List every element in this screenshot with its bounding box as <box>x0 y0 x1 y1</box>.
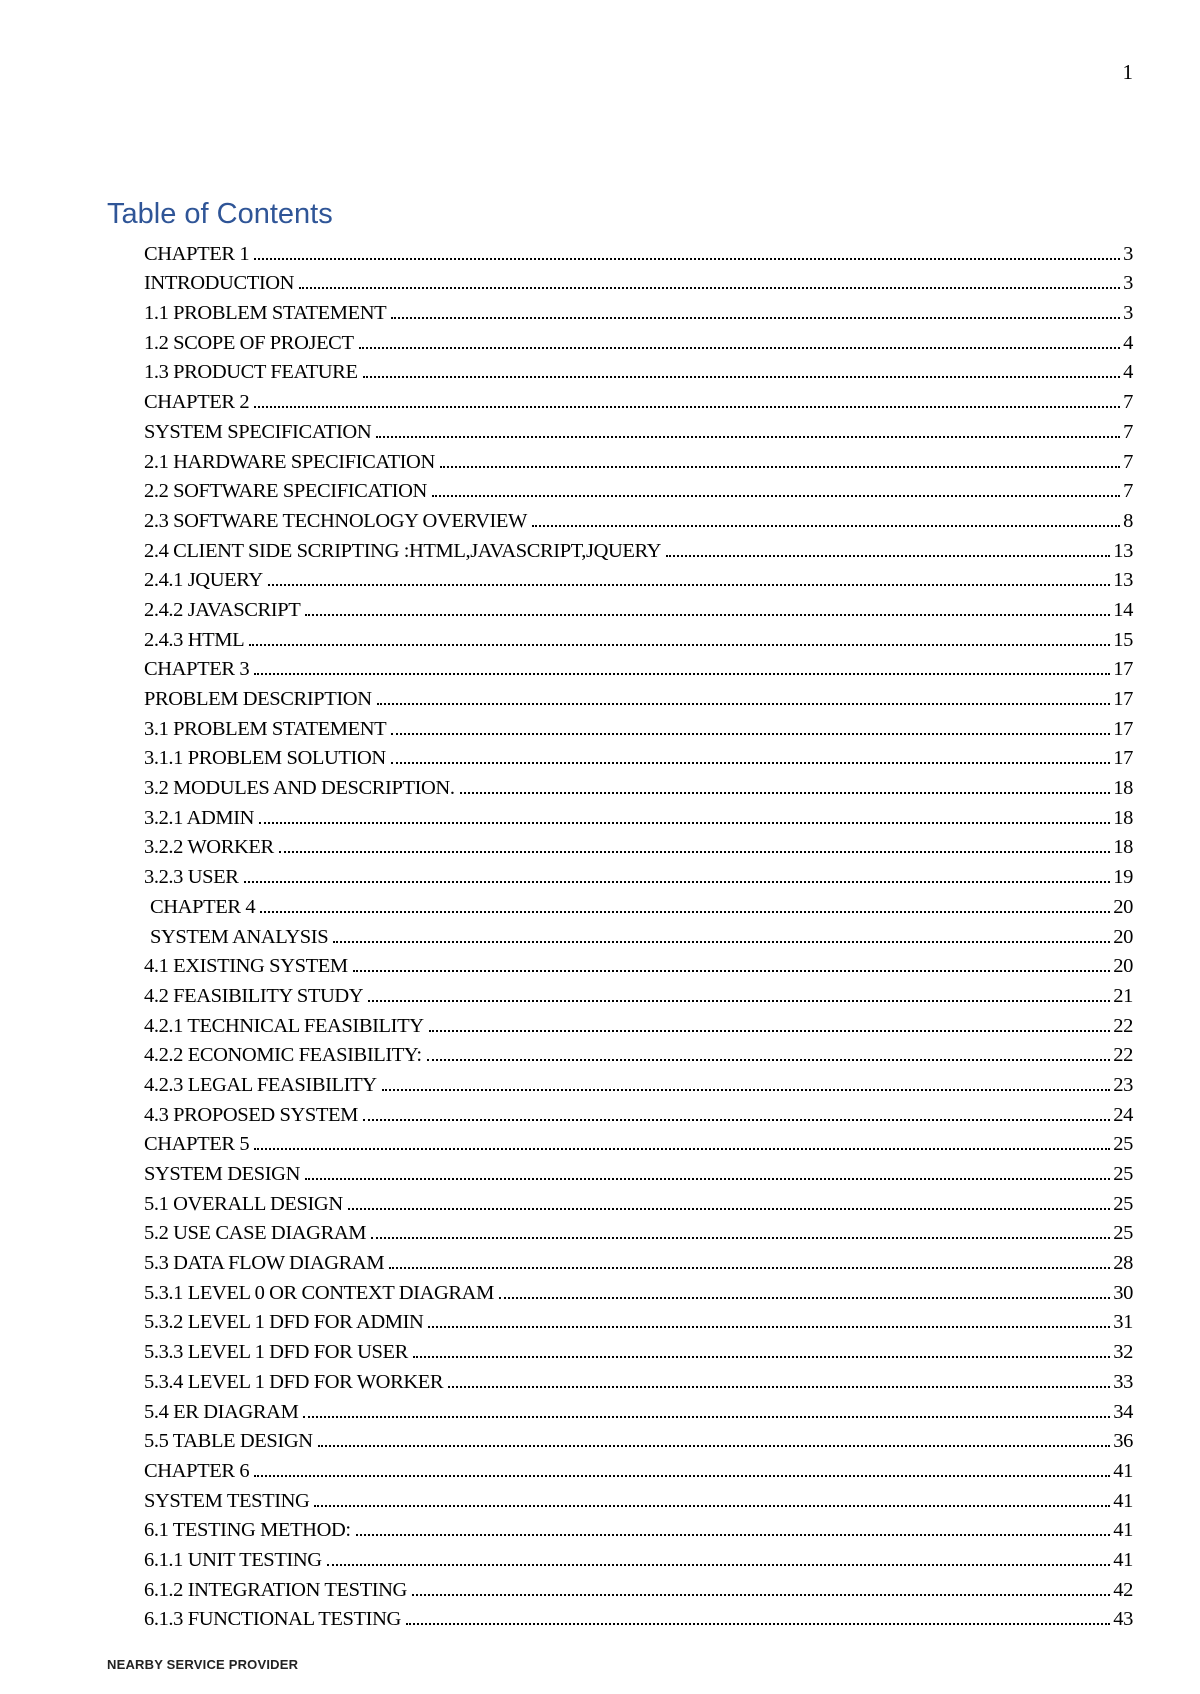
toc-dot-leader <box>363 1119 1110 1121</box>
toc-entry[interactable] <box>144 384 1133 414</box>
toc-dot-leader <box>303 1416 1110 1418</box>
toc-entry-label: 5.3.4 LEVEL 1 DFD FOR WORKER <box>144 1370 444 1393</box>
toc-entry[interactable] <box>144 1275 1133 1305</box>
toc-entry-label: 4.2.1 TECHNICAL FEASIBILITY <box>144 1014 424 1037</box>
toc-entry-page: 17 <box>1113 717 1133 740</box>
toc-dot-leader <box>406 1623 1110 1625</box>
toc-entry[interactable] <box>144 711 1133 741</box>
toc-dot-leader <box>376 436 1120 438</box>
toc-dot-leader <box>391 733 1110 735</box>
page-number: 1 <box>1122 60 1133 84</box>
toc-dot-leader <box>353 970 1111 972</box>
toc-dot-leader <box>305 1178 1110 1180</box>
toc-entry[interactable] <box>144 533 1133 563</box>
toc-entry-label: PROBLEM DESCRIPTION <box>144 688 372 710</box>
toc-entry-page: 7 <box>1123 450 1133 473</box>
toc-entry-label: CHAPTER 3 <box>144 658 250 681</box>
toc-entry-label: 5.3 DATA FLOW DIAGRAM <box>144 1252 385 1275</box>
toc-entry[interactable] <box>144 236 1133 266</box>
toc-dot-leader <box>413 1356 1110 1358</box>
toc-entry[interactable] <box>144 1364 1133 1394</box>
toc-entry-label: 5.4 ER DIAGRAM <box>144 1400 299 1423</box>
toc-entry-page: 19 <box>1113 866 1133 889</box>
toc-dot-leader <box>279 851 1111 853</box>
toc-entry[interactable] <box>144 1305 1133 1335</box>
toc-dot-leader <box>356 1534 1111 1536</box>
toc-entry[interactable] <box>144 1453 1133 1483</box>
toc-entry[interactable] <box>144 1602 1133 1632</box>
toc-entry-label: 1.3 PRODUCT FEATURE <box>144 361 358 384</box>
toc-dot-leader <box>666 555 1110 557</box>
toc-dot-leader <box>432 495 1120 497</box>
toc-entry[interactable] <box>144 1067 1133 1097</box>
toc-entry-label: 1.2 SCOPE OF PROJECT <box>144 331 354 354</box>
toc-dot-leader <box>368 1000 1110 1002</box>
toc-entry-label: CHAPTER 6 <box>144 1459 250 1482</box>
toc-entry-page: 20 <box>1113 895 1133 918</box>
toc-entry-page: 41 <box>1113 1489 1133 1512</box>
toc-dot-leader <box>249 644 1110 646</box>
toc-entry-page: 34 <box>1113 1400 1133 1423</box>
toc-entry[interactable] <box>144 830 1133 860</box>
toc-entry[interactable] <box>144 1245 1133 1275</box>
toc-dot-leader <box>254 1475 1110 1477</box>
toc-entry-label: 3.2.2 WORKER <box>144 836 274 859</box>
toc-dot-leader <box>440 466 1120 468</box>
toc-entry-page: 24 <box>1113 1103 1133 1126</box>
toc-entry-page: 13 <box>1113 539 1133 562</box>
toc-title: Table of Contents <box>107 198 333 230</box>
toc-entry[interactable] <box>144 681 1133 711</box>
toc-entry-label: CHAPTER 5 <box>144 1133 250 1156</box>
toc-dot-leader <box>363 376 1121 378</box>
toc-entry[interactable] <box>144 800 1133 830</box>
toc-entry[interactable] <box>144 741 1133 771</box>
toc-entry-label: 4.3 PROPOSED SYSTEM <box>144 1103 358 1126</box>
toc-dot-leader <box>259 822 1110 824</box>
toc-entry-page: 18 <box>1113 806 1133 829</box>
toc-entry-page: 41 <box>1113 1459 1133 1482</box>
toc-entry-label: 5.3.1 LEVEL 0 OR CONTEXT DIAGRAM <box>144 1281 494 1304</box>
toc-dot-leader <box>268 584 1111 586</box>
toc-entry[interactable] <box>144 563 1133 593</box>
toc-entry-page: 20 <box>1113 925 1133 948</box>
toc-entry-page: 43 <box>1113 1608 1133 1631</box>
toc-dot-leader <box>391 317 1120 319</box>
toc-entry-page: 7 <box>1123 480 1133 503</box>
toc-entry-page: 7 <box>1123 420 1133 443</box>
toc-dot-leader <box>299 287 1120 289</box>
toc-entry-label: 2.4.3 HTML <box>144 628 245 651</box>
toc-entry-label: 5.2 USE CASE DIAGRAM <box>144 1222 367 1245</box>
toc-entry-label: 6.1.2 INTEGRATION TESTING <box>144 1578 407 1601</box>
toc-dot-leader <box>254 406 1120 408</box>
toc-entry-page: 17 <box>1113 747 1133 770</box>
toc-entry-label: 6.1.3 FUNCTIONAL TESTING <box>144 1608 401 1631</box>
toc-entry-page: 22 <box>1113 1044 1133 1067</box>
toc-entry[interactable] <box>144 1216 1133 1246</box>
toc-entry-page: 36 <box>1113 1430 1133 1453</box>
toc-entry[interactable] <box>144 919 1133 949</box>
toc-entry-label: CHAPTER 4 <box>150 895 256 918</box>
toc-entry-label: 3.1.1 PROBLEM SOLUTION <box>144 747 386 770</box>
toc-entry-page: 20 <box>1113 955 1133 978</box>
toc-entry-label: 2.4.1 JQUERY <box>144 569 263 592</box>
toc-entry-label: 6.1.1 UNIT TESTING <box>144 1548 322 1571</box>
toc-entry[interactable] <box>144 474 1133 504</box>
toc-entry-label: 6.1 TESTING METHOD: <box>144 1519 351 1542</box>
toc-entry-page: 41 <box>1113 1519 1133 1542</box>
toc-entry[interactable] <box>144 652 1133 682</box>
toc-entry-label: 4.2.2 ECONOMIC FEASIBILITY: <box>144 1044 422 1067</box>
toc-dot-leader <box>305 614 1110 616</box>
toc-dot-leader <box>254 673 1110 675</box>
toc-dot-leader <box>448 1386 1110 1388</box>
toc-entry[interactable] <box>144 592 1133 622</box>
toc-entry-label: CHAPTER 2 <box>144 391 250 414</box>
toc-dot-leader <box>333 941 1110 943</box>
toc-dot-leader <box>371 1237 1110 1239</box>
toc-dot-leader <box>460 792 1111 794</box>
toc-entry[interactable] <box>144 770 1133 800</box>
toc-entry-label: 5.3.3 LEVEL 1 DFD FOR USER <box>144 1341 408 1364</box>
toc-entry-page: 25 <box>1113 1222 1133 1245</box>
toc-entry[interactable] <box>144 444 1133 474</box>
toc-entry-page: 17 <box>1113 658 1133 681</box>
toc-entry-page: 33 <box>1113 1370 1133 1393</box>
toc-entry-label: 4.2.3 LEGAL FEASIBILITY <box>144 1073 377 1096</box>
toc-entry[interactable] <box>144 978 1133 1008</box>
toc-dot-leader <box>389 1267 1110 1269</box>
toc-dot-leader <box>244 881 1111 883</box>
toc-entry-page: 13 <box>1113 569 1133 592</box>
toc-entry[interactable] <box>144 622 1133 652</box>
toc-dot-leader <box>429 1030 1111 1032</box>
toc-dot-leader <box>260 911 1110 913</box>
toc-entry-label: 2.4.2 JAVASCRIPT <box>144 598 301 621</box>
toc-entry-page: 3 <box>1123 242 1133 265</box>
toc-dot-leader <box>318 1445 1111 1447</box>
toc-entry-label: CHAPTER 1 <box>144 242 250 265</box>
toc-entry[interactable] <box>144 1513 1133 1543</box>
toc-entry[interactable] <box>144 1542 1133 1572</box>
toc-entry[interactable] <box>144 1097 1133 1127</box>
toc-entry-page: 4 <box>1123 331 1133 354</box>
toc-entry[interactable] <box>144 266 1133 296</box>
toc-entry-label: 2.3 SOFTWARE TECHNOLOGY OVERVIEW <box>144 509 528 532</box>
toc-dot-leader <box>359 347 1121 349</box>
toc-entry[interactable] <box>144 1394 1133 1424</box>
toc-entry-page: 3 <box>1123 272 1133 295</box>
toc-entry-page: 22 <box>1113 1014 1133 1037</box>
toc-entry-page: 3 <box>1123 302 1133 325</box>
toc-entry-label: 2.2 SOFTWARE SPECIFICATION <box>144 480 427 503</box>
toc-entry[interactable] <box>144 889 1133 919</box>
toc-dot-leader <box>254 1148 1110 1150</box>
toc-entry-page: 18 <box>1113 836 1133 859</box>
toc-entry-page: 23 <box>1113 1073 1133 1096</box>
toc-dot-leader <box>391 762 1111 764</box>
toc-entry-label: 2.4 CLIENT SIDE SCRIPTING :HTML,JAVASCRIPT,JQUERY <box>144 539 662 562</box>
toc-entry-page: 7 <box>1123 391 1133 414</box>
toc-entry[interactable] <box>144 1334 1133 1364</box>
toc-entry-page: 8 <box>1123 509 1133 532</box>
toc-dot-leader <box>412 1594 1110 1596</box>
toc-entry[interactable] <box>144 325 1133 355</box>
toc-dot-leader <box>499 1297 1110 1299</box>
toc-entry-label: 3.2 MODULES AND DESCRIPTION. <box>144 777 455 800</box>
toc-entry-label: 4.1 EXISTING SYSTEM <box>144 955 348 978</box>
toc-entry-label: 2.1 HARDWARE SPECIFICATION <box>144 450 435 473</box>
toc-entry-label: 5.1 OVERALL DESIGN <box>144 1192 343 1215</box>
toc-entry-page: 31 <box>1113 1311 1133 1334</box>
toc-entry[interactable] <box>144 414 1133 444</box>
toc-entry[interactable] <box>144 355 1133 385</box>
toc-dot-leader <box>532 525 1120 527</box>
toc-entry-label: INTRODUCTION <box>144 272 295 295</box>
toc-entry-label: SYSTEM SPECIFICATION <box>144 420 372 443</box>
toc-entry-page: 25 <box>1113 1163 1133 1185</box>
toc-entry[interactable] <box>144 1483 1133 1513</box>
toc-entry-page: 32 <box>1113 1341 1133 1364</box>
toc-entry[interactable] <box>144 295 1133 325</box>
toc-entry-page: 30 <box>1113 1281 1133 1304</box>
toc-entry-page: 25 <box>1113 1192 1133 1215</box>
toc-entry[interactable] <box>144 1186 1133 1216</box>
toc-entry[interactable] <box>144 859 1133 889</box>
toc-entry-page: 28 <box>1113 1252 1133 1275</box>
toc-entry[interactable] <box>144 1572 1133 1602</box>
toc-entry-page: 14 <box>1113 598 1133 621</box>
toc-dot-leader <box>348 1208 1111 1210</box>
toc-entry-page: 4 <box>1123 361 1133 384</box>
toc-entry-label: 3.2.1 ADMIN <box>144 806 255 829</box>
toc-entry[interactable] <box>144 1008 1133 1038</box>
toc-entry-label: 1.1 PROBLEM STATEMENT <box>144 302 387 325</box>
toc-dot-leader <box>254 258 1120 260</box>
toc-entry-page: 18 <box>1113 777 1133 800</box>
toc-list <box>144 236 1133 1631</box>
toc-entry-label: 4.2 FEASIBILITY STUDY <box>144 984 364 1007</box>
toc-dot-leader <box>382 1089 1111 1091</box>
toc-dot-leader <box>428 1326 1110 1328</box>
toc-entry[interactable] <box>144 1156 1133 1186</box>
toc-entry-label: 5.3.2 LEVEL 1 DFD FOR ADMIN <box>144 1311 424 1334</box>
toc-entry[interactable] <box>144 1424 1133 1454</box>
toc-entry[interactable] <box>144 1038 1133 1068</box>
toc-dot-leader <box>377 703 1111 705</box>
toc-dot-leader <box>314 1505 1110 1507</box>
toc-entry-page: 25 <box>1113 1133 1133 1156</box>
toc-entry-page: 42 <box>1113 1578 1133 1601</box>
toc-entry-label: SYSTEM DESIGN <box>144 1163 300 1185</box>
toc-entry-page: 15 <box>1113 628 1133 651</box>
toc-entry[interactable] <box>144 949 1133 979</box>
toc-entry-label: 5.5 TABLE DESIGN <box>144 1430 313 1453</box>
toc-entry-label: SYSTEM ANALYSIS <box>150 925 329 948</box>
toc-entry-page: 41 <box>1113 1548 1133 1571</box>
toc-entry-label: SYSTEM TESTING <box>144 1489 310 1512</box>
toc-dot-leader <box>327 1564 1111 1566</box>
toc-entry-page: 17 <box>1113 688 1133 710</box>
toc-entry-label: 3.2.3 USER <box>144 866 239 889</box>
toc-dot-leader <box>427 1059 1111 1061</box>
toc-entry[interactable] <box>144 503 1133 533</box>
toc-entry-label: 3.1 PROBLEM STATEMENT <box>144 717 387 740</box>
toc-entry-page: 21 <box>1113 984 1133 1007</box>
toc-entry[interactable] <box>144 1127 1133 1157</box>
footer-text: NEARBY SERVICE PROVIDER <box>107 1657 299 1672</box>
